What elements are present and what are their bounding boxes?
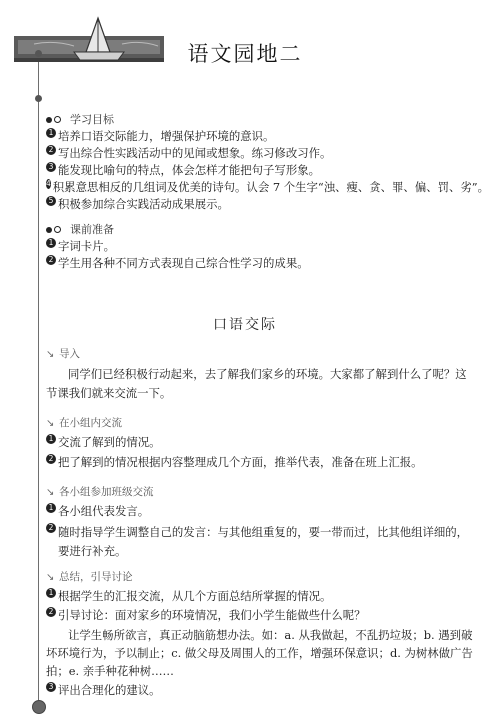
summary-heading: ↘ 总结，引导讨论: [46, 569, 476, 585]
list-item: 2 学生用各种不同方式表现自己综合性学习的成果。: [46, 255, 476, 272]
margin-bead-icon: [35, 95, 42, 102]
group-section: [46, 415, 476, 471]
list-item: 5 积极参加综合实践活动成果展示。: [46, 196, 476, 213]
preparation-section: [46, 221, 476, 272]
class-heading: ↘ 各小组参加班级交流: [46, 484, 476, 500]
page-title: 语文园地二: [187, 42, 303, 66]
margin-rule: [38, 62, 39, 710]
preparation-heading: 课前准备: [46, 221, 476, 238]
oral-section-title: 口语交际: [213, 317, 277, 333]
list-item: 2 写出综合性实践活动中的见闻或想象。练习修改习作。: [46, 145, 476, 162]
list-item: 1 字词卡片。: [46, 238, 476, 255]
intro-heading: ↘ 导入: [46, 346, 476, 362]
objectives-section: [46, 111, 489, 213]
summary-paragraph: 让学生畅所欲言，真正动脑筋想办法。如：a. 从我做起，不乱扔垃圾；b. 遇到破坏环境行为，予以制止；c. 做父母及周围人的工作，增强环保意识；d. 为树林做广告拍；e. 亲手种花种树……: [46, 628, 473, 678]
list-item: 2 随时指导学生调整自己的发言：与其他组重复的，要一带而过，比其他组详细的，要进行补充。: [46, 523, 476, 561]
list-item: 1 各小组代表发言。: [46, 503, 476, 520]
objectives-heading: 学习目标: [46, 111, 476, 128]
class-section: [46, 484, 476, 561]
list-item: 3 评出合理化的建议。: [46, 682, 476, 699]
list-item: 2 把了解到的情况根据内容整理成几个方面，推举代表，准备在班上汇报。: [46, 454, 476, 471]
arrow-icon: ↘: [46, 417, 55, 429]
section-bullet-icon: [46, 116, 61, 123]
list-item: 2 引导讨论：面对家乡的环境情况，我们小学生能做些什么呢？: [46, 607, 476, 624]
intro-section: [46, 346, 476, 403]
group-heading: ↘ 在小组内交流: [46, 415, 476, 431]
list-item: 1 培养口语交际能力，增强保护环境的意识。: [46, 128, 476, 145]
arrow-icon: ↘: [46, 348, 55, 360]
list-item: 1 交流了解到的情况。: [46, 434, 476, 451]
summary-section: [46, 569, 476, 699]
margin-bead-icon: [32, 700, 46, 714]
intro-text: 同学们已经积极行动起来，去了解我们家乡的环境。大家都了解到什么了呢？这节课我们就来交流一下。: [46, 367, 467, 400]
section-bullet-icon: [46, 226, 61, 233]
arrow-icon: ↘: [46, 486, 55, 498]
list-item: 3 能发现比喻句的特点，体会怎样才能把句子写形象。: [46, 162, 476, 179]
list-item: 1 根据学生的汇报交流，从几个方面总结所掌握的情况。: [46, 588, 476, 605]
arrow-icon: ↘: [46, 571, 55, 583]
list-item: 4 积累意思相反的几组词及优美的诗句。认会 7 个生字“浊、瘦、贪、罪、偏、罚、劣”。: [46, 179, 489, 194]
